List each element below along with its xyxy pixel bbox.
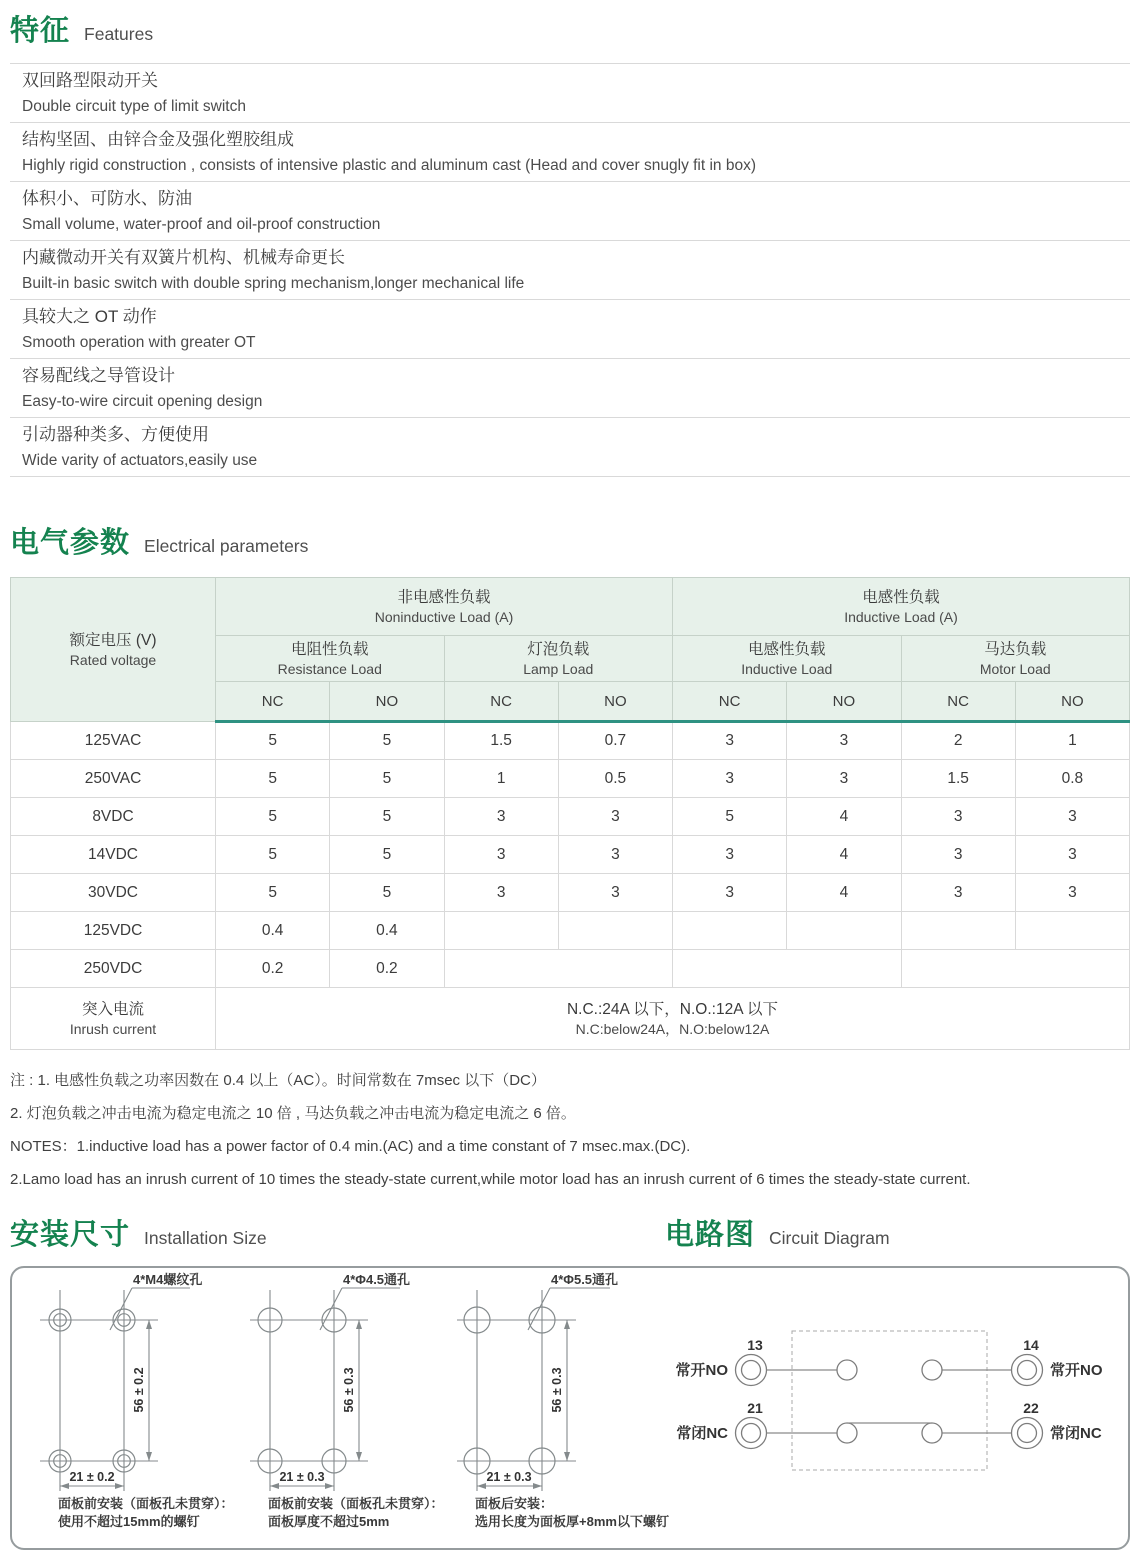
value-cell-empty — [1015, 912, 1129, 950]
value-cell: 0.2 — [330, 950, 444, 988]
electrical-title-zh: 电气参数 — [10, 527, 131, 559]
header-no: NO — [1015, 682, 1129, 722]
noninductive-zh: 非电感性负载 — [397, 588, 491, 606]
value-cell: 3 — [901, 798, 1015, 836]
resistance-zh: 电阻性负载 — [290, 640, 369, 658]
voltage-cell: 125VDC — [11, 912, 216, 950]
value-cell-empty — [673, 912, 787, 950]
feature-text-en: Wide varity of actuators,easily use — [22, 452, 258, 469]
inductive-en: Inductive Load — [741, 660, 833, 677]
circuit-title-zh: 电路图 — [665, 1219, 756, 1251]
hole-spec-label: 4*Φ5.5通孔 — [551, 1272, 619, 1287]
table-row — [11, 912, 1130, 950]
header-lamp-load — [444, 636, 673, 682]
header-inductive-load — [673, 636, 902, 682]
header-no: NO — [330, 682, 444, 722]
feature-text-zh: 引动器种类多、方便使用 — [22, 425, 209, 444]
terminal-number-13: 13 — [747, 1337, 763, 1353]
feature-text-zh: 具较大之 OT 动作 — [22, 307, 157, 326]
value-cell: 5 — [216, 836, 330, 874]
nc-contact-left — [837, 1423, 857, 1443]
motor-zh: 马达负载 — [984, 640, 1047, 658]
installation-section-heading — [10, 1212, 267, 1253]
feature-text-zh: 体积小、可防水、防油 — [22, 189, 192, 208]
circuit-diagram — [675, 1331, 1102, 1470]
horizontal-dimension: 21 ± 0.3 — [486, 1470, 532, 1484]
value-cell: 3 — [673, 722, 787, 760]
terminal-number-22: 22 — [1023, 1400, 1039, 1416]
value-cell: 3 — [558, 874, 672, 912]
lamp-zh: 灯泡负载 — [527, 640, 590, 658]
feature-text-en: Easy-to-wire circuit opening design — [22, 393, 263, 410]
value-cell: 5 — [330, 836, 444, 874]
inrush-label-cell — [11, 988, 216, 1050]
no-contact-right — [922, 1360, 942, 1380]
noninductive-en: Noninductive Load (A) — [374, 608, 514, 625]
table-row — [11, 760, 1130, 798]
value-cell: 0.4 — [330, 912, 444, 950]
feature-text-en: Double circuit type of limit switch — [22, 98, 246, 115]
value-cell: 5 — [216, 722, 330, 760]
value-cell: 3 — [1015, 874, 1129, 912]
value-cell: 3 — [558, 836, 672, 874]
feature-text-zh: 结构坚固、由锌合金及强化塑胶组成 — [22, 130, 294, 149]
inrush-label-zh: 突入电流 — [81, 1000, 144, 1018]
note-line: 2. 灯泡负载之冲击电流为稳定电流之 10 倍 , 马达负载之冲击电流为稳定电流之 6 倍。 — [10, 1105, 576, 1122]
mounting-caption-line1: 面板前安装（面板孔未贯穿）： — [268, 1496, 444, 1511]
feature-text-zh: 双回路型限动开关 — [22, 71, 158, 90]
feature-text-en: Smooth operation with greater OT — [22, 334, 256, 351]
electrical-title-en: Electrical parameters — [144, 536, 309, 556]
electrical-parameters-table — [10, 577, 1130, 1050]
table-row — [11, 874, 1130, 912]
mounting-caption-line1: 面板后安装： — [475, 1496, 554, 1511]
feature-item — [10, 181, 1130, 240]
bottom-section-headings — [0, 1212, 1140, 1254]
inrush-value-en: N.C:below24A，N.O:below12A — [575, 1020, 770, 1037]
value-cell: 1.5 — [444, 722, 558, 760]
value-cell: 5 — [216, 798, 330, 836]
mounting-caption-line2: 面板厚度不超过5mm — [268, 1514, 390, 1529]
value-cell: 5 — [330, 874, 444, 912]
circuit-title-en: Circuit Diagram — [769, 1228, 890, 1248]
feature-item — [10, 417, 1130, 477]
inrush-value-cell — [216, 988, 1130, 1050]
value-cell-empty — [901, 912, 1015, 950]
value-cell-empty — [444, 950, 673, 988]
value-cell: 3 — [444, 798, 558, 836]
no-contact-left — [837, 1360, 857, 1380]
value-cell: 1 — [444, 760, 558, 798]
terminal-label-no-left: 常开NO — [675, 1362, 728, 1379]
terminal-number-21: 21 — [747, 1400, 763, 1416]
mounting-drawing-2 — [250, 1272, 444, 1529]
value-cell: 0.7 — [558, 722, 672, 760]
inductive-group-zh: 电感性负载 — [862, 588, 940, 606]
vertical-dimension: 56 ± 0.2 — [132, 1367, 146, 1413]
resistance-en: Resistance Load — [277, 660, 382, 677]
value-cell: 1 — [1015, 722, 1129, 760]
value-cell: 5 — [673, 798, 787, 836]
header-motor-load — [901, 636, 1130, 682]
voltage-cell: 125VAC — [11, 722, 216, 760]
motor-en: Motor Load — [979, 660, 1051, 677]
mounting-caption-line1: 面板前安装（面板孔未贯穿）： — [58, 1496, 234, 1511]
lamp-en: Lamp Load — [523, 660, 594, 677]
value-cell: 1.5 — [901, 760, 1015, 798]
value-cell-empty — [787, 912, 901, 950]
horizontal-dimension: 21 ± 0.2 — [69, 1470, 115, 1484]
header-nc: NC — [673, 682, 787, 722]
value-cell-empty — [558, 912, 672, 950]
value-cell-empty — [673, 950, 902, 988]
switch-body-dashed-outline — [792, 1331, 987, 1470]
value-cell: 3 — [558, 798, 672, 836]
installation-title-en: Installation Size — [144, 1228, 267, 1248]
feature-item — [10, 240, 1130, 299]
installation-and-circuit-svg — [12, 1268, 1128, 1548]
value-cell: 3 — [673, 874, 787, 912]
value-cell-empty — [444, 912, 558, 950]
voltage-cell: 250VAC — [11, 760, 216, 798]
terminal-label-nc-right: 常闭NC — [1050, 1425, 1102, 1442]
table-row — [11, 798, 1130, 836]
dimension-lines — [477, 1288, 610, 1489]
value-cell: 3 — [673, 760, 787, 798]
header-no: NO — [787, 682, 901, 722]
voltage-cell: 14VDC — [11, 836, 216, 874]
value-cell: 5 — [216, 760, 330, 798]
value-cell: 4 — [787, 798, 901, 836]
value-cell: 3 — [444, 874, 558, 912]
feature-text-en: Small volume, water-proof and oil-proof construction — [22, 216, 381, 233]
header-resistance-load — [216, 636, 445, 682]
header-no: NO — [558, 682, 672, 722]
header-noninductive-load — [216, 578, 673, 636]
inductive-group-en: Inductive Load (A) — [844, 608, 958, 625]
value-cell: 2 — [901, 722, 1015, 760]
feature-text-en: Built-in basic switch with double spring mechanism,longer mechanical life — [22, 275, 525, 292]
feature-text-zh: 容易配线之导管设计 — [22, 366, 175, 385]
value-cell: 3 — [787, 760, 901, 798]
header-nc: NC — [444, 682, 558, 722]
mounting-drawing-1 — [40, 1272, 234, 1529]
feature-item — [10, 122, 1130, 181]
hole-spec-label: 4*Φ4.5通孔 — [343, 1272, 411, 1287]
circuit-section-heading — [665, 1212, 890, 1253]
mounting-caption-line2: 使用不超过15mm的螺钉 — [58, 1514, 200, 1529]
header-nc: NC — [901, 682, 1015, 722]
value-cell: 0.5 — [558, 760, 672, 798]
value-cell: 5 — [330, 722, 444, 760]
value-cell: 3 — [901, 874, 1015, 912]
value-cell: 3 — [901, 836, 1015, 874]
notes-block — [10, 1064, 1130, 1196]
header-nc: NC — [216, 682, 330, 722]
electrical-section-heading — [10, 520, 1140, 561]
value-cell: 3 — [1015, 798, 1129, 836]
features-title-en: Features — [84, 24, 154, 44]
value-cell: 0.4 — [216, 912, 330, 950]
value-cell: 5 — [216, 874, 330, 912]
table-row — [11, 722, 1130, 760]
feature-text-en: Highly rigid construction , consists of intensive plastic and aluminum cast (Head and cover snugly fit in box) — [22, 157, 757, 174]
drawings-panel — [10, 1266, 1130, 1550]
value-cell: 3 — [787, 722, 901, 760]
table-row — [11, 836, 1130, 874]
voltage-cell: 30VDC — [11, 874, 216, 912]
value-cell: 5 — [330, 760, 444, 798]
terminal-number-14: 14 — [1023, 1337, 1039, 1353]
voltage-cell: 8VDC — [11, 798, 216, 836]
mounting-drawing-3 — [457, 1272, 669, 1529]
features-section-heading — [10, 0, 1140, 49]
note-line: 2.Lamo load has an inrush current of 10 times the steady-state current,while motor load has an inrush current of 6 times the steady-state current. — [10, 1171, 971, 1188]
header-inductive-load-group — [673, 578, 1130, 636]
inrush-value-zh: N.C.:24A 以下，N.O.:12A 以下 — [566, 1000, 779, 1018]
terminal-label-no-right: 常开NO — [1050, 1362, 1103, 1379]
voltage-cell: 250VDC — [11, 950, 216, 988]
value-cell: 4 — [787, 874, 901, 912]
value-cell: 3 — [673, 836, 787, 874]
hole-spec-label: 4*M4螺纹孔 — [133, 1272, 203, 1287]
value-cell: 0.2 — [216, 950, 330, 988]
note-line: 注 : 1. 电感性负载之功率因数在 0.4 以上（AC）。时间常数在 7msec 以下（DC） — [10, 1072, 546, 1089]
mounting-caption-line2: 选用长度为面板厚+8mm以下螺钉 — [475, 1514, 669, 1529]
value-cell: 0.8 — [1015, 760, 1129, 798]
value-cell-empty — [901, 950, 1130, 988]
horizontal-dimension: 21 ± 0.3 — [279, 1470, 325, 1484]
features-title-zh: 特征 — [10, 15, 71, 47]
terminal-label-nc-left: 常闭NC — [676, 1425, 728, 1442]
rated-voltage-en: Rated voltage — [69, 651, 157, 668]
feature-item — [10, 358, 1130, 417]
nc-contact-right — [922, 1423, 942, 1443]
value-cell: 5 — [330, 798, 444, 836]
installation-title-zh: 安装尺寸 — [10, 1219, 131, 1251]
inrush-current-row — [11, 988, 1130, 1050]
value-cell: 4 — [787, 836, 901, 874]
inrush-label-en: Inrush current — [69, 1020, 157, 1037]
dimension-lines — [270, 1288, 400, 1489]
inductive-zh: 电感性负载 — [747, 640, 826, 658]
header-rated-voltage — [11, 578, 216, 722]
features-list — [10, 63, 1130, 477]
note-line: NOTES：1.inductive load has a power factor of 0.4 min.(AC) and a time constant of 7 msec.max.(DC). — [10, 1138, 691, 1155]
feature-item — [10, 299, 1130, 358]
value-cell: 3 — [444, 836, 558, 874]
table-row — [11, 950, 1130, 988]
rated-voltage-zh: 额定电压 (V) — [69, 631, 157, 649]
vertical-dimension: 56 ± 0.3 — [550, 1367, 564, 1413]
vertical-dimension: 56 ± 0.3 — [342, 1367, 356, 1413]
dimension-lines — [60, 1288, 190, 1489]
value-cell: 3 — [1015, 836, 1129, 874]
feature-text-zh: 内藏微动开关有双簧片机构、机械寿命更长 — [22, 248, 345, 267]
feature-item — [10, 63, 1130, 122]
